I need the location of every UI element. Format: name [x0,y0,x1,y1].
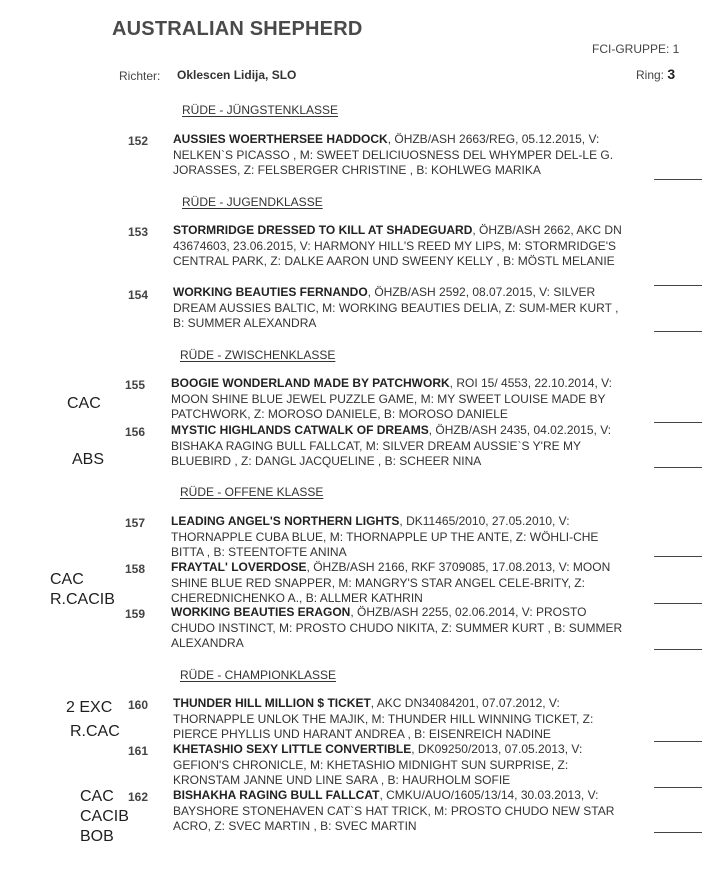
dog-details: , ROI 15/ 4553, 22.10.2014, V: MOON SHINE BLUE JEWEL PUZZLE GAME, M: MY SWEET LOUISE MADE BY PATCHWORK, Z: MOROSO DANIELE, B: MOROSO DANIELE [171,376,613,421]
judge-name: Oklescen Lidija, SLO [177,68,297,82]
dog-details: , ÖHZB/ASH 2435, 04.02.2015, V: BISHAKA RAGING BULL FALLCAT, M: SILVER DREAM AUSSIE`S Y'RE MY BLUEBIRD , Z: DANGL JACQUELINE , B: SCHEER NINA [171,423,612,468]
award-label: R.CAC [70,723,120,740]
dog-details: , CMKU/AUO/1605/13/14, 30.03.2013, V: BAYSHORE STONEHAVEN CAT`S HAT TRICK, M: PROSTO CHUDO NEW STAR ACRO, Z: SVEC MARTIN , B: SVEC MARTIN [173,788,615,833]
class-heading: RÜDE - CHAMPIONKLASSE [180,668,337,682]
catalog-number: 159 [125,607,146,621]
catalog-number: 157 [125,516,146,530]
dog-name: THUNDER HILL MILLION $ TICKET [173,696,371,710]
award-label: BOB [80,828,114,845]
entry-text [171,423,626,470]
ring-label: Ring: [636,68,665,82]
entry-text [173,696,628,743]
entry-text [173,788,628,835]
catalog-number: 162 [128,790,149,804]
result-line [654,179,702,180]
dog-details: , ÖHZB/ASH 2255, 02.06.2014, V: PROSTO CHUDO INSTINCT, M: PROSTO CHUDO NIKITA, Z: SUMMER KURT , B: SUMMER ALEXANDRA [171,605,623,650]
dog-name: KHETASHIO SEXY LITTLE CONVERTIBLE [173,742,412,756]
class-heading: RÜDE - JUGENDKLASSE [182,195,323,209]
result-line [654,787,702,788]
result-line [654,832,702,833]
catalog-number: 161 [128,744,149,758]
catalog-number: 160 [128,698,149,712]
dog-name: MYSTIC HIGHLANDS CATWALK OF DREAMS [171,423,429,437]
judge-label: Richter: [119,69,161,83]
dog-details: , ÖHZB/ASH 2166, RKF 3709085, 17.08.2013, V: MOON SHINE BLUE RED SNAPPER, M: MANGRY'S STAR ANGEL CELE-BRITY, Z: CHEREDNICHENKO A., B: ALLMER KATHRIN [171,560,611,605]
catalog-number: 154 [128,288,149,302]
entry-text [171,605,626,652]
dog-name: LEADING ANGEL'S NORTHERN LIGHTS [171,514,400,528]
ring-number: 3 [667,66,676,82]
entry-text [171,376,626,423]
dog-name: WORKING BEAUTIES ERAGON [171,605,351,619]
dog-name: FRAYTAL' LOVERDOSE [171,560,307,574]
entry-text [173,132,628,179]
dog-name: AUSSIES WOERTHERSEE HADDOCK [173,132,388,146]
award-label: CAC [80,788,114,805]
dog-details: , ÖHZB/ASH 2662, AKC DN 43674603, 23.06.2015, V: HARMONY HILL'S REED MY LIPS, M: STORMRIDGE'S CENTRAL PARK, Z: DALKE AARON UND SWEENY KELLY , B: MÖSTL MELANIE [173,223,622,268]
dog-name: BOOGIE WONDERLAND MADE BY PATCHWORK [171,376,450,390]
dog-name: BISHAKHA RAGING BULL FALLCAT [173,788,380,802]
class-heading: RÜDE - OFFENE KLASSE [180,485,324,499]
catalog-number: 152 [128,134,149,148]
catalog-number: 158 [125,562,146,576]
result-line [654,467,702,468]
dog-name: WORKING BEAUTIES FERNANDO [173,285,368,299]
class-heading: RÜDE - JÜNGSTENKLASSE [182,103,339,117]
page-title: AUSTRALIAN SHEPHERD [112,18,363,40]
award-label: ABS [72,451,105,468]
class-heading: RÜDE - ZWISCHENKLASSE [180,348,336,362]
award-label: CACIB [80,808,129,825]
result-line [654,422,702,423]
entry-text [173,742,628,789]
award-label: R.CACIB [50,591,115,608]
award-label: CAC [50,571,84,588]
dog-details: , AKC DN34084201, 07.07.2012, V: THORNAPPLE UNLOK THE MAJIK, M: THUNDER HILL WINNING TICKET, Z: PIERCE PHYLLIS UND HARANT ANDREA , B: EISENREICH NADINE [173,696,594,741]
catalog-number: 155 [125,378,146,392]
entry-text [173,285,628,332]
result-line [654,285,702,286]
dog-details: , ÖHZB/ASH 2592, 08.07.2015, V: SILVER DREAM AUSSIES BALTIC, M: WORKING BEAUTIES DELIA, Z: SUM-MER KURT , B: SUMMER ALEXANDRA [173,285,619,330]
award-label: 2 EXC [66,699,113,716]
result-line [654,556,702,557]
dog-details: , DK09250/2013, 07.05.2013, V: GEFION'S CHRONICLE, M: KHETASHIO MIDNIGHT SUN SURPRISE, Z: KRONSTAM JANNE UND LINE SARA , B: HAURHOLM SOFIE [173,742,583,787]
dog-details: , ÖHZB/ASH 2663/REG, 05.12.2015, V: NELKEN`S PICASSO , M: SWEET DELICIUOSNESS DEL WHYMPER DEL-LE G. JORASSES, Z: FELSBERGER CHRISTINE , B: KOHLWEG MARIKA [173,132,614,177]
ring-info [636,66,675,82]
result-line [654,649,702,650]
award-label: CAC [67,395,101,412]
catalog-number: 156 [125,425,146,439]
entry-text [171,560,626,607]
catalog-number: 153 [128,225,149,239]
fci-group: FCI-GRUPPE: 1 [592,42,680,56]
dog-name: STORMRIDGE DRESSED TO KILL AT SHADEGUARD [173,223,473,237]
result-line [654,603,702,604]
dog-details: , DK11465/2010, 27.05.2010, V: THORNAPPLE CUBA BLUE, M: THORNAPPLE UP THE ANTE, Z: WÖHLI-CHE BITTA , B: STEENTOFTE ANINA [171,514,599,559]
result-line [654,331,702,332]
result-line [654,741,702,742]
entry-text [173,223,628,270]
entry-text [171,514,626,561]
